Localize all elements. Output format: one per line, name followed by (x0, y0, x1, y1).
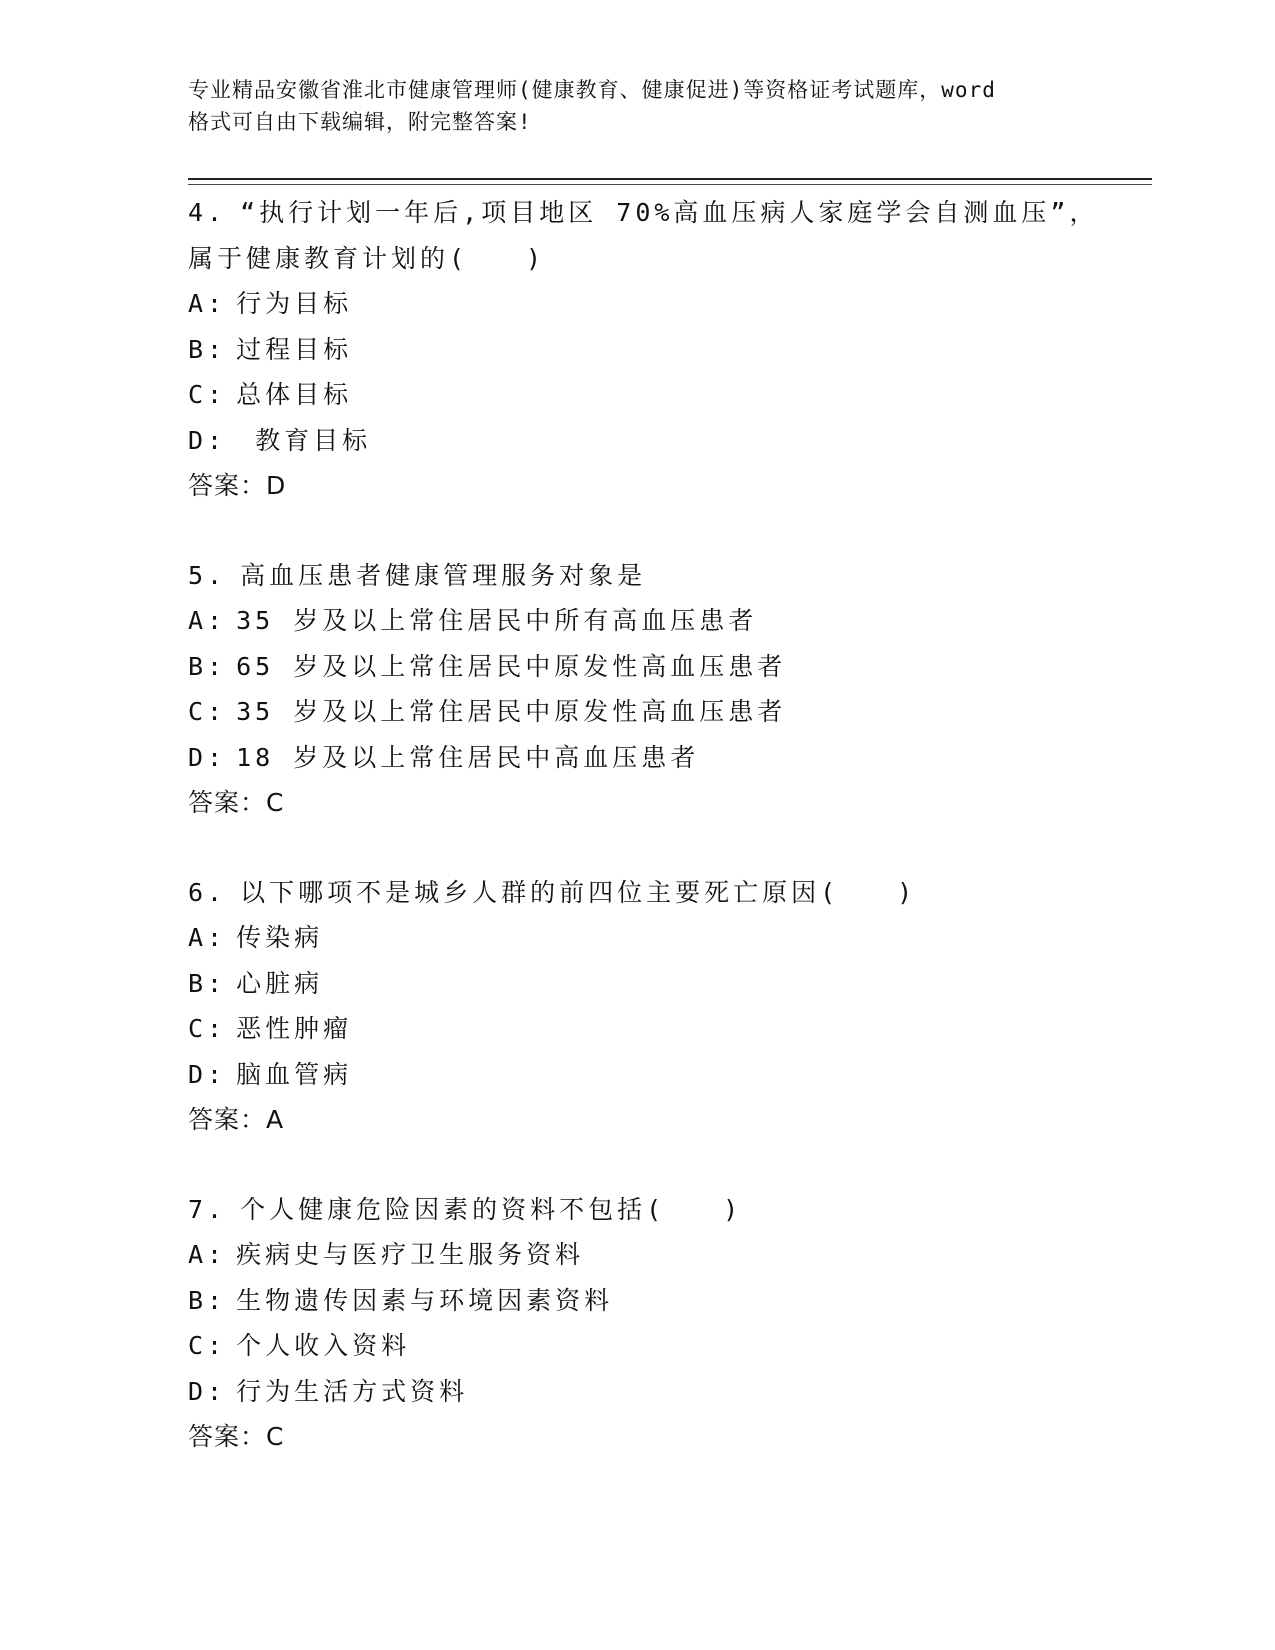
option-text: 生物遗传因素与环境因素资料 (236, 1285, 614, 1315)
question-number: 4. (188, 198, 227, 227)
header-divider-thick (188, 178, 1152, 180)
option-letter: C: (188, 380, 227, 409)
question-6 (188, 870, 1088, 1143)
question-stem (188, 553, 1088, 599)
option-text: 行为生活方式资料 (236, 1376, 469, 1406)
question-stem (188, 1187, 1088, 1233)
option-letter: B: (188, 968, 227, 998)
option-c (188, 372, 1088, 418)
option-text: 教育目标 (236, 425, 372, 455)
option-text: 18 岁及以上常住居民中高血压患者 (236, 742, 700, 772)
header-line-2: 格式可自由下载编辑，附完整答案! (188, 110, 532, 134)
answer-line: 答案：C (188, 788, 285, 817)
option-a (188, 915, 1088, 961)
option-a (188, 598, 1088, 644)
answer-line: 答案：C (188, 1422, 285, 1451)
option-b (188, 1278, 1088, 1324)
option-letter: C: (188, 697, 227, 726)
option-text: 传染病 (236, 923, 324, 952)
document-header (188, 74, 1088, 138)
option-text: 总体目标 (236, 380, 353, 409)
question-text: “执行计划一年后,项目地区 70%高血压病人家庭学会自测血压”， (240, 198, 1099, 227)
header-line-1: 专业精品安徽省淮北市健康管理师(健康教育、健康促进)等资格证考试题库，word (188, 78, 996, 102)
question-text: 高血压患者健康管理服务对象是 (240, 560, 647, 590)
option-text: 35 岁及以上常住居民中所有高血压患者 (236, 606, 758, 635)
option-d (188, 1052, 1088, 1098)
option-text: 35 岁及以上常住居民中原发性高血压患者 (236, 697, 787, 726)
option-c (188, 689, 1088, 735)
option-c (188, 1006, 1088, 1052)
option-letter: A: (188, 1240, 227, 1269)
option-d (188, 1369, 1088, 1415)
option-letter: A: (188, 923, 227, 952)
header-divider-thin (188, 184, 1152, 185)
question-7 (188, 1187, 1088, 1460)
option-a (188, 281, 1088, 327)
option-letter: D: (188, 1376, 227, 1406)
option-b (188, 327, 1088, 373)
option-text: 恶性肿瘤 (236, 1014, 353, 1043)
question-number: 5. (188, 560, 227, 590)
option-text: 65 岁及以上常住居民中原发性高血压患者 (236, 651, 787, 681)
option-c (188, 1323, 1088, 1369)
option-letter: D: (188, 425, 227, 455)
option-letter: B: (188, 1285, 227, 1315)
answer-line: 答案：D (188, 471, 287, 500)
question-4 (188, 190, 1099, 509)
option-b (188, 961, 1088, 1007)
option-text: 心脏病 (236, 968, 324, 998)
option-a (188, 1232, 1088, 1278)
question-stem (188, 190, 1099, 236)
question-5 (188, 553, 1088, 826)
option-letter: A: (188, 289, 227, 318)
option-text: 行为目标 (236, 289, 353, 318)
option-letter: A: (188, 606, 227, 635)
option-d (188, 418, 1088, 464)
option-letter: B: (188, 334, 227, 364)
question-text: 以下哪项不是城乡人群的前四位主要死亡原因( ) (240, 877, 917, 907)
answer-line: 答案：A (188, 1105, 285, 1134)
option-text: 疾病史与医疗卫生服务资料 (236, 1240, 585, 1269)
option-b (188, 644, 1088, 690)
option-text: 个人收入资料 (236, 1331, 411, 1360)
option-text: 脑血管病 (236, 1059, 353, 1089)
question-list (188, 190, 1099, 1504)
question-text-continued: 属于健康教育计划的( ) (188, 243, 546, 273)
question-number: 6. (188, 877, 227, 907)
question-number: 7. (188, 1194, 227, 1224)
question-text: 个人健康危险因素的资料不包括( ) (240, 1194, 743, 1224)
option-text: 过程目标 (236, 334, 353, 364)
option-letter: C: (188, 1331, 227, 1360)
option-d (188, 735, 1088, 781)
question-stem (188, 870, 1088, 916)
option-letter: D: (188, 1059, 227, 1089)
option-letter: C: (188, 1014, 227, 1043)
option-letter: D: (188, 742, 227, 772)
option-letter: B: (188, 651, 227, 681)
